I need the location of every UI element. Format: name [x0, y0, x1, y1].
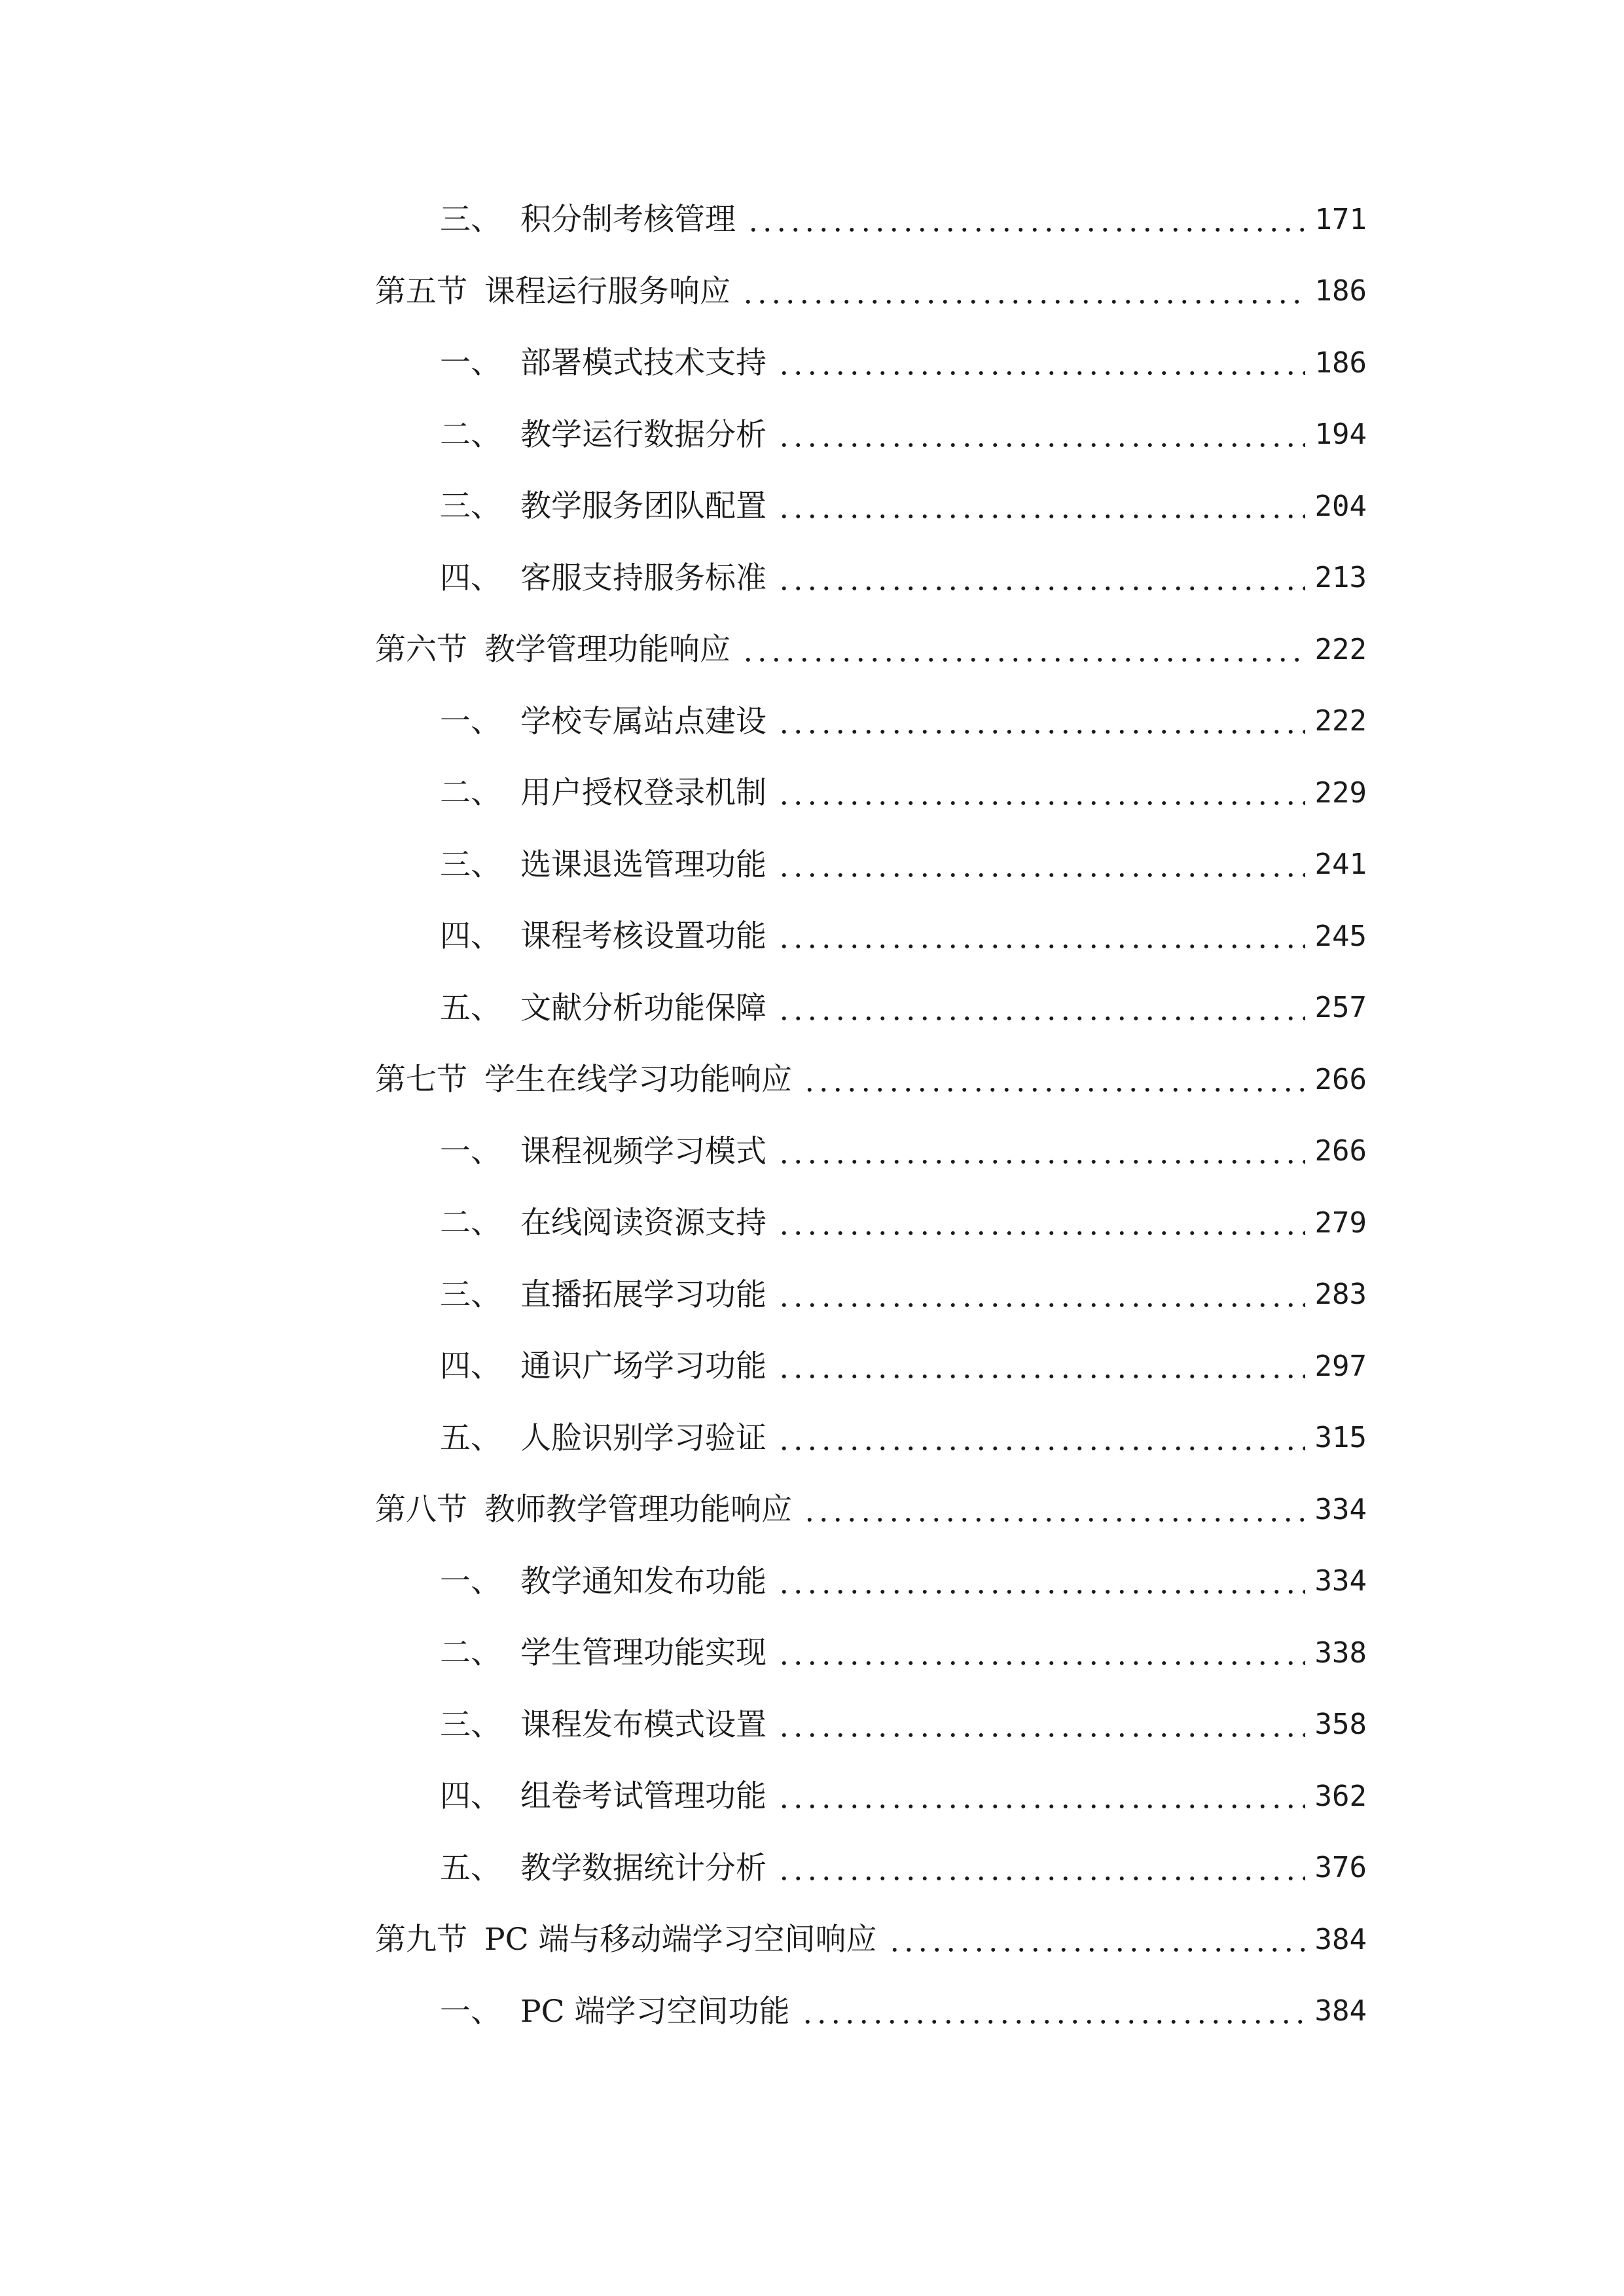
toc-entry-title: 选课退选管理功能: [520, 846, 767, 883]
toc-subsection-entry[interactable]: [0, 184, 1624, 256]
toc-entry-label: [440, 1420, 767, 1456]
toc-section-entry[interactable]: [0, 1044, 1624, 1116]
toc-entry-page-number: 362: [1314, 1779, 1367, 1813]
dot-leader: [777, 706, 1305, 737]
toc-entry-prefix: 二、: [440, 1205, 501, 1242]
toc-entry-page-number: 257: [1314, 991, 1367, 1025]
toc-entry-label: [440, 1205, 767, 1242]
toc-entry-page-number: 213: [1314, 561, 1367, 595]
toc-entry-title: 文献分析功能保障: [520, 990, 767, 1026]
dot-leader: [777, 850, 1305, 880]
toc-entry-label: [440, 1778, 767, 1815]
toc-entry-label: [440, 990, 767, 1026]
toc-entry-title: 积分制考核管理: [520, 202, 736, 238]
toc-subsection-entry[interactable]: [0, 327, 1624, 399]
toc-entry-prefix: 第六节: [375, 632, 467, 668]
toc-entry-page-number: 384: [1314, 1994, 1367, 2028]
toc-entry-title: 学生管理功能实现: [520, 1635, 767, 1672]
toc-entry-prefix: 三、: [440, 488, 501, 525]
dot-leader: [777, 1853, 1305, 1884]
toc-entry-page-number: 266: [1314, 1134, 1367, 1168]
toc-entry-title: 教学数据统计分析: [520, 1850, 767, 1886]
toc-entry-page-number: 245: [1314, 919, 1367, 953]
toc-entry-page-number: 186: [1314, 346, 1367, 380]
toc-entry-prefix: 三、: [440, 1706, 501, 1743]
dot-leader: [777, 491, 1305, 522]
toc-entry-label: [440, 1850, 767, 1886]
toc-section-entry[interactable]: [0, 1904, 1624, 1976]
toc-entry-title: 部署模式技术支持: [520, 345, 767, 382]
toc-entry-label: [440, 1563, 767, 1600]
toc-entry-page-number: 222: [1314, 704, 1367, 738]
toc-entry-prefix: 一、: [440, 1563, 501, 1600]
dot-leader: [777, 778, 1305, 808]
toc-entry-label: [440, 1993, 790, 2030]
toc-entry-title: 直播拓展学习功能: [520, 1276, 767, 1313]
toc-entry-title: 用户授权登录机制: [520, 775, 767, 812]
toc-entry-prefix: 第七节: [375, 1062, 467, 1098]
dot-leader: [741, 634, 1305, 665]
toc-entry-page-number: 266: [1314, 1062, 1367, 1096]
dot-leader: [777, 1638, 1305, 1668]
toc-entry-title: 人脸识别学习验证: [520, 1420, 767, 1456]
toc-entry-prefix: 五、: [440, 990, 501, 1026]
toc-entry-label: [440, 1706, 767, 1743]
toc-entry-page-number: 297: [1314, 1349, 1367, 1383]
toc-entry-page-number: 376: [1314, 1851, 1367, 1885]
toc-entry-label: [375, 1492, 792, 1528]
dot-leader: [888, 1924, 1305, 1955]
dot-leader: [777, 1423, 1305, 1454]
toc-entry-prefix: 四、: [440, 918, 501, 955]
toc-entry-prefix: 三、: [440, 1276, 501, 1313]
toc-subsection-entry[interactable]: [0, 1116, 1624, 1188]
toc-subsection-entry[interactable]: [0, 399, 1624, 471]
toc-entry-title: 通识广场学习功能: [520, 1348, 767, 1385]
toc-entry-label: [375, 273, 731, 310]
toc-entry-prefix: 三、: [440, 846, 501, 883]
toc-entry-page-number: 279: [1314, 1206, 1367, 1240]
toc-entry-label: [440, 703, 767, 740]
toc-entry-label: [440, 345, 767, 382]
toc-entry-page-number: 186: [1314, 274, 1367, 308]
toc-entry-prefix: 第八节: [375, 1492, 467, 1528]
toc-entry-label: [440, 1133, 767, 1170]
toc-entry-label: [375, 1062, 792, 1098]
toc-entry-prefix: 一、: [440, 703, 501, 740]
toc-entry-prefix: 二、: [440, 416, 501, 453]
toc-entry-title: PC 端与移动端学习空间响应: [484, 1922, 877, 1958]
toc-entry-page-number: 222: [1314, 632, 1367, 666]
toc-entry-label: [440, 488, 767, 525]
table-of-contents: [0, 184, 1624, 2047]
toc-entry-label: [440, 1348, 767, 1385]
dot-leader: [777, 563, 1305, 594]
toc-subsection-entry[interactable]: [0, 1761, 1624, 1833]
dot-leader: [777, 420, 1305, 450]
toc-entry-page-number: 338: [1314, 1636, 1367, 1670]
toc-entry-prefix: 三、: [440, 202, 501, 238]
dot-leader: [746, 204, 1305, 235]
toc-entry-label: [440, 846, 767, 883]
toc-subsection-entry[interactable]: [0, 471, 1624, 543]
toc-entry-page-number: 194: [1314, 418, 1367, 452]
toc-entry-prefix: 一、: [440, 345, 501, 382]
toc-entry-prefix: 四、: [440, 1348, 501, 1385]
toc-section-entry[interactable]: [0, 1474, 1624, 1546]
toc-section-entry[interactable]: [0, 256, 1624, 328]
toc-subsection-entry[interactable]: [0, 1331, 1624, 1403]
dot-leader: [741, 276, 1305, 307]
toc-entry-label: [440, 1276, 767, 1313]
toc-subsection-entry[interactable]: [0, 1689, 1624, 1761]
toc-entry-page-number: 358: [1314, 1708, 1367, 1742]
dot-leader: [777, 1710, 1305, 1740]
toc-entry-prefix: 一、: [440, 1133, 501, 1170]
toc-subsection-entry[interactable]: [0, 901, 1624, 973]
toc-entry-page-number: 229: [1314, 776, 1367, 810]
toc-subsection-entry[interactable]: [0, 829, 1624, 901]
toc-entry-prefix: 四、: [440, 1778, 501, 1815]
toc-entry-title: 客服支持服务标准: [520, 560, 767, 596]
toc-entry-title: 学生在线学习功能响应: [484, 1062, 792, 1098]
toc-entry-title: 教学管理功能响应: [484, 632, 731, 668]
toc-entry-title: 教学服务团队配置: [520, 488, 767, 525]
toc-entry-label: [440, 1635, 767, 1672]
dot-leader: [777, 1208, 1305, 1238]
toc-entry-page-number: 315: [1314, 1421, 1367, 1455]
toc-entry-title: 学校专属站点建设: [520, 703, 767, 740]
toc-entry-page-number: 204: [1314, 489, 1367, 523]
toc-entry-label: [375, 632, 731, 668]
toc-entry-page-number: 171: [1314, 202, 1367, 236]
toc-entry-page-number: 384: [1314, 1922, 1367, 1956]
dot-leader: [777, 1566, 1305, 1597]
toc-entry-title: 教学运行数据分析: [520, 416, 767, 453]
toc-entry-prefix: 五、: [440, 1850, 501, 1886]
toc-entry-title: PC 端学习空间功能: [520, 1993, 790, 2030]
dot-leader: [801, 1996, 1305, 2027]
dot-leader: [777, 921, 1305, 952]
toc-entry-page-number: 241: [1314, 848, 1367, 882]
toc-entry-title: 组卷考试管理功能: [520, 1778, 767, 1815]
toc-entry-title: 课程运行服务响应: [484, 273, 731, 310]
toc-entry-title: 课程发布模式设置: [520, 1706, 767, 1743]
toc-entry-prefix: 四、: [440, 560, 501, 596]
toc-subsection-entry[interactable]: [0, 1187, 1624, 1259]
toc-entry-label: [440, 775, 767, 812]
toc-entry-title: 课程考核设置功能: [520, 918, 767, 955]
toc-entry-title: 教学通知发布功能: [520, 1563, 767, 1600]
toc-subsection-entry[interactable]: [0, 686, 1624, 758]
toc-entry-title: 教师教学管理功能响应: [484, 1492, 792, 1528]
toc-subsection-entry[interactable]: [0, 543, 1624, 615]
toc-entry-prefix: 二、: [440, 1635, 501, 1672]
toc-entry-page-number: 283: [1314, 1278, 1367, 1312]
dot-leader: [777, 1781, 1305, 1812]
toc-entry-prefix: 五、: [440, 1420, 501, 1456]
toc-entry-label: [440, 416, 767, 453]
toc-subsection-entry[interactable]: [0, 1546, 1624, 1618]
toc-entry-prefix: 第九节: [375, 1922, 467, 1958]
toc-subsection-entry[interactable]: [0, 1259, 1624, 1331]
toc-entry-label: [375, 1922, 877, 1958]
dot-leader: [803, 1494, 1305, 1525]
dot-leader: [777, 348, 1305, 378]
dot-leader: [803, 1064, 1305, 1095]
toc-subsection-entry[interactable]: [0, 1403, 1624, 1475]
toc-subsection-entry[interactable]: [0, 1833, 1624, 1905]
toc-entry-label: [440, 202, 736, 238]
toc-section-entry[interactable]: [0, 614, 1624, 686]
toc-entry-prefix: 一、: [440, 1993, 501, 2030]
toc-entry-title: 在线阅读资源支持: [520, 1205, 767, 1242]
toc-subsection-entry[interactable]: [0, 973, 1624, 1045]
toc-subsection-entry[interactable]: [0, 1976, 1624, 2048]
toc-entry-prefix: 二、: [440, 775, 501, 812]
toc-entry-prefix: 第五节: [375, 273, 467, 310]
toc-subsection-entry[interactable]: [0, 1617, 1624, 1689]
dot-leader: [777, 1351, 1305, 1382]
toc-entry-label: [440, 918, 767, 955]
toc-subsection-entry[interactable]: [0, 757, 1624, 829]
toc-entry-page-number: 334: [1314, 1564, 1367, 1598]
toc-entry-title: 课程视频学习模式: [520, 1133, 767, 1170]
toc-entry-label: [440, 560, 767, 596]
toc-entry-page-number: 334: [1314, 1492, 1367, 1526]
dot-leader: [777, 1136, 1305, 1167]
dot-leader: [777, 993, 1305, 1024]
dot-leader: [777, 1280, 1305, 1310]
